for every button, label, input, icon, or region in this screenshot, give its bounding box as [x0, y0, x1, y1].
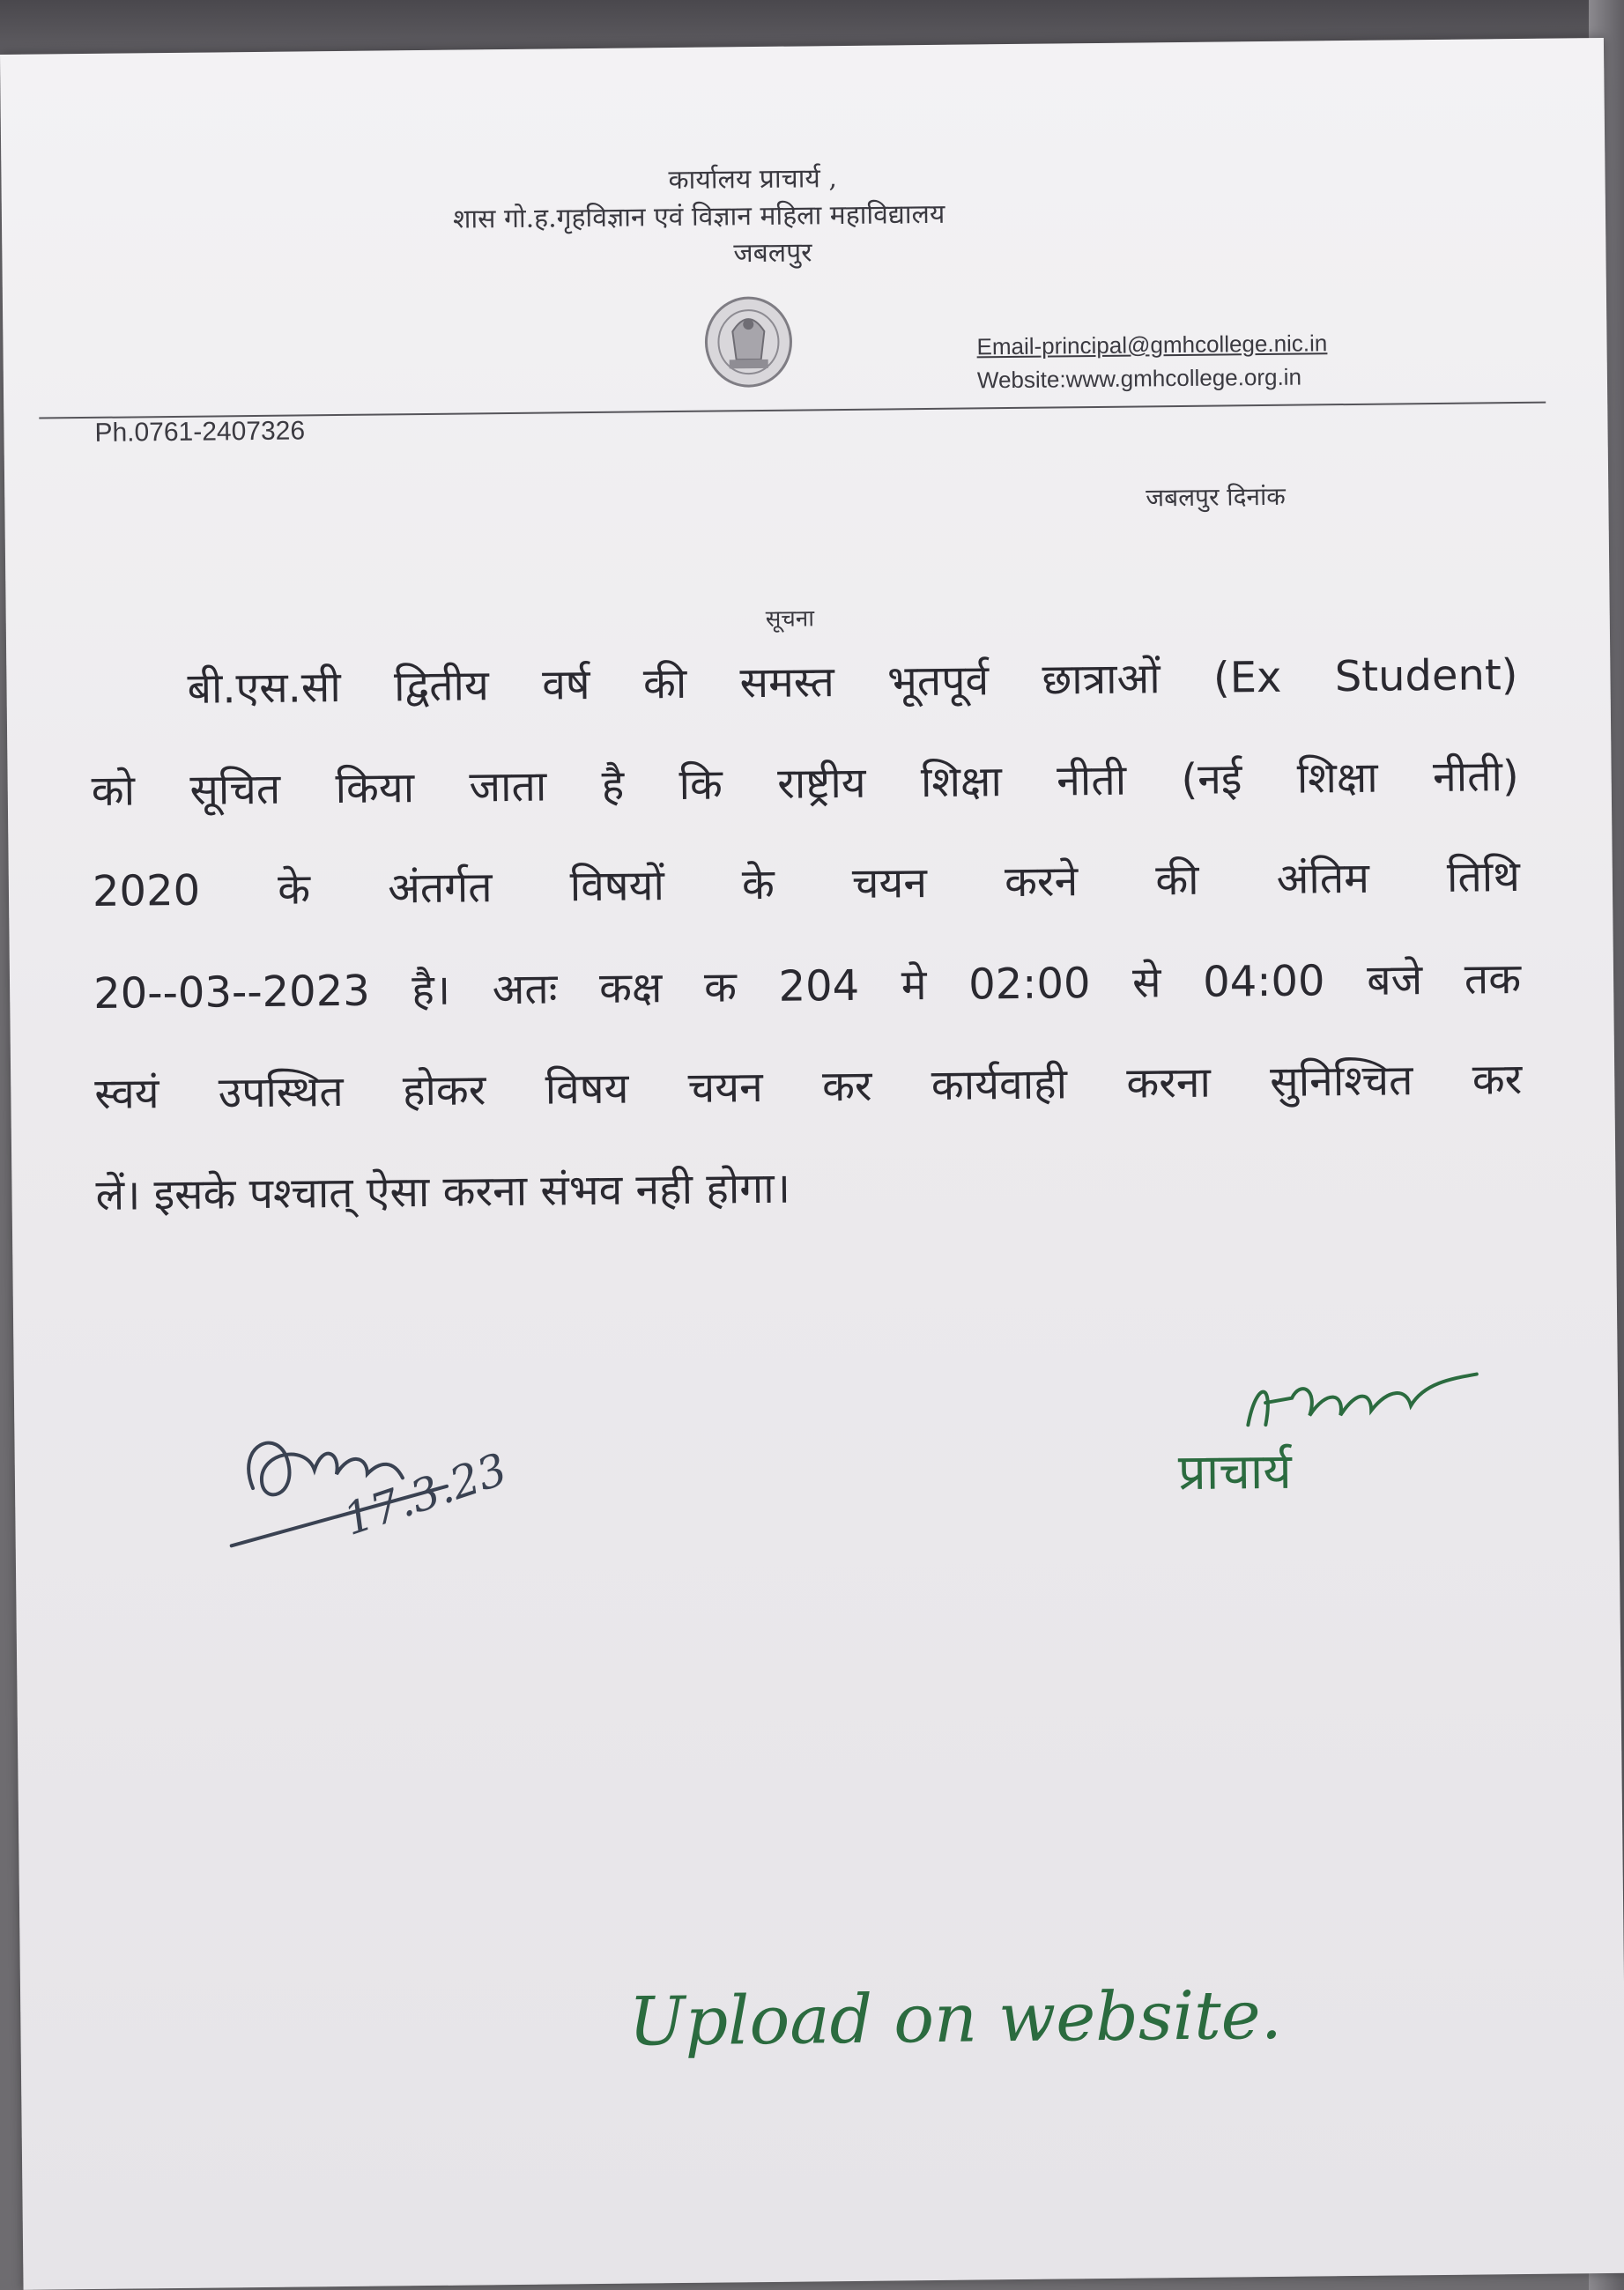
notice-body-line-3: 2020 के अंतर्गत विषयों के चयन करने की अंतिम तिथि — [92, 851, 1521, 916]
notice-paper — [0, 38, 1624, 2290]
notice-body-line-5: स्वयं उपस्थित होकर विषय चयन कर कार्यवाही करना सुनिश्चित कर — [94, 1054, 1523, 1119]
phone-number: Ph.0761-2407326 — [94, 416, 306, 448]
notice-body-line-1: बी.एस.सी द्वितीय वर्ष की समस्त भूतपूर्व छात्राओं (Ex Student) — [187, 650, 1518, 714]
website-address: Website:www.gmhcollege.org.in — [976, 363, 1302, 394]
emblem-seal-icon — [697, 289, 800, 396]
handwritten-date: 17.3.23 — [337, 1443, 514, 1545]
handwritten-upload-note: Upload on website. — [627, 1975, 1283, 2061]
date-line: जबलपुर दिनांक — [1146, 481, 1286, 513]
principal-label: प्राचार्य — [1177, 1442, 1293, 1502]
notice-body-line-4: 20--03--2023 है। अतः कक्ष क 204 मे 02:00 से 04:00 बजे तक — [93, 953, 1522, 1019]
email-address: Email-principal@gmhcollege.nic.in — [976, 330, 1328, 360]
principal-signature-icon — [1239, 1360, 1487, 1442]
college-name: शास गो.ह.गृहविज्ञान एवं विज्ञान महिला महाविद्यालय — [452, 198, 945, 235]
city-name: जबलपुर — [733, 237, 812, 270]
notice-body-line-6: लें। इसके पश्चात् ऐसा करना संभव नही होगा। — [95, 1163, 791, 1220]
notice-body-line-2: को सूचित किया जाता है कि राष्ट्रीय शिक्षा नीती (नई शिक्षा नीती) — [91, 751, 1519, 816]
header-divider — [39, 402, 1546, 419]
notice-title: सूचना — [765, 605, 815, 633]
office-title: कार्यालय प्राचार्य , — [668, 163, 838, 196]
